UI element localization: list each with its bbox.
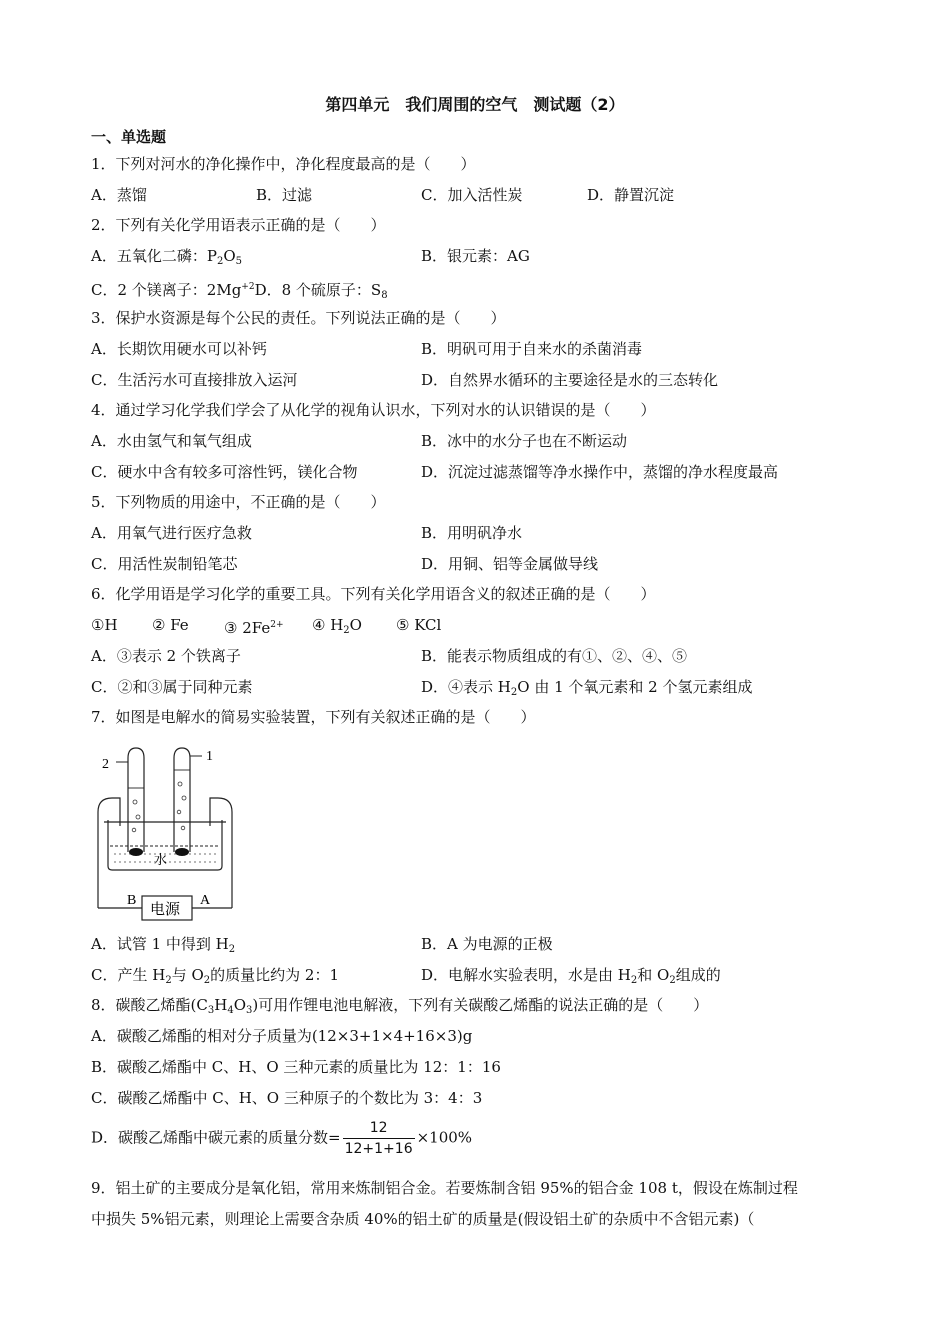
q6-item-3: ③ $2Fe^{2+}$ bbox=[224, 619, 284, 637]
q6-option-c: C．②和③属于同种元素 bbox=[91, 678, 253, 696]
q3-option-d: D．自然界水循环的主要途径是水的三态转化 bbox=[421, 371, 719, 389]
q5-option-b: B．用明矾净水 bbox=[421, 524, 523, 542]
terminal-a-label: A bbox=[200, 893, 211, 908]
q6-item-4: ④ $H_2O$ bbox=[312, 616, 362, 636]
q3-option-c: C．生活污水可直接排放入运河 bbox=[91, 371, 298, 389]
q6-item-1: ①H bbox=[91, 616, 118, 634]
q6-item-2: ② Fe bbox=[152, 616, 189, 634]
q4-option-c: C．硬水中含有较多可溶性钙，镁化合物 bbox=[91, 463, 358, 481]
q7-option-b: B．A 为电源的正极 bbox=[421, 935, 553, 953]
q4-option-a: A．水由氢气和氧气组成 bbox=[91, 432, 252, 450]
q6-item-5: ⑤ KCl bbox=[396, 616, 442, 634]
power-source-label: 电源 bbox=[150, 900, 181, 918]
question-3-stem: 3．保护水资源是每个公民的责任。下列说法正确的是（ ） bbox=[91, 309, 506, 327]
mass-fraction: $\frac{12}{12+1+16}$ bbox=[344, 1120, 413, 1157]
q1-option-c: C．加入活性炭 bbox=[421, 186, 523, 204]
q7-option-a: A．试管 1 中得到 $H_2$ bbox=[91, 935, 236, 955]
q6-option-d: D．④表示 $H_2O$ 由 1 个氧元素和 2 个氢元素组成 bbox=[421, 678, 753, 698]
q7-option-c: C．产生 $H_2$与 $O_2$的质量比约为 2：1 bbox=[91, 966, 340, 986]
q8-option-b: B．碳酸乙烯酯中 C、H、O 三种元素的质量比为 12：1：16 bbox=[91, 1058, 501, 1076]
q1-option-b: B．过滤 bbox=[256, 186, 313, 204]
q7-option-d: D．电解水实验表明，水是由 $H_2$和 $O_2$组成的 bbox=[421, 966, 721, 986]
tube-label-1: 1 bbox=[206, 749, 213, 764]
question-8-stem: 8．碳酸乙烯酯$(C_3H_4O_3)$可用作锂电池电解液，下列有关碳酸乙烯酯的说法正确的是（ ） bbox=[91, 996, 709, 1016]
q8-option-c: C．碳酸乙烯酯中 C、H、O 三种原子的个数比为 3：4：3 bbox=[91, 1089, 483, 1107]
q4-option-b: B．冰中的水分子也在不断运动 bbox=[421, 432, 628, 450]
q6-option-a: A．③表示 2 个铁离子 bbox=[91, 647, 241, 665]
water-label: 水 bbox=[154, 853, 168, 868]
q8-option-a: A．碳酸乙烯酯的相对分子质量为(12×3+1×4+16×3)g bbox=[91, 1027, 473, 1045]
terminal-b-label: B bbox=[127, 893, 137, 908]
q5-option-c: C．用活性炭制铅笔芯 bbox=[91, 555, 238, 573]
q3-option-a: A．长期饮用硬水可以补钙 bbox=[91, 340, 267, 358]
q4-option-d: D．沉淀过滤蒸馏等净水操作中，蒸馏的净水程度最高 bbox=[421, 463, 779, 481]
electrolysis-apparatus-diagram bbox=[90, 742, 240, 922]
question-5-stem: 5．下列物质的用途中，不正确的是（ ） bbox=[91, 493, 386, 511]
tube-label-2: 2 bbox=[102, 757, 109, 772]
question-1-stem: 1．下列对河水的净化操作中，净化程度最高的是（ ） bbox=[91, 155, 476, 173]
question-7-stem: 7．如图是电解水的简易实验装置，下列有关叙述正确的是（ ） bbox=[91, 708, 536, 726]
section-heading: 一、单选题 bbox=[91, 128, 167, 146]
question-4-stem: 4．通过学习化学我们学会了从化学的视角认识水，下列对水的认识错误的是（ ） bbox=[91, 401, 656, 419]
q1-option-d: D．静置沉淀 bbox=[587, 186, 675, 204]
q6-option-b: B．能表示物质组成的有①、②、④、⑤ bbox=[421, 647, 688, 665]
page-title: 第四单元 我们周围的空气 测试题（2） bbox=[325, 95, 625, 114]
q3-option-b: B．明矾可用于自来水的杀菌消毒 bbox=[421, 340, 643, 358]
question-9-line-2: 中损失 5%铝元素，则理论上需要含杂质 40%的铝土矿的质量是(假设铝土矿的杂质中不含铝元素)（ bbox=[91, 1210, 755, 1228]
q1-option-a: A．蒸馏 bbox=[91, 186, 147, 204]
question-2-stem: 2．下列有关化学用语表示正确的是（ ） bbox=[91, 216, 386, 234]
q2-option-c-d: C．2 个镁离子：$2Mg^{+2}D$．8 个硫原子：$S_8$ bbox=[91, 281, 388, 301]
q2-option-a: A．五氧化二磷：$P_2O_5$ bbox=[91, 247, 242, 267]
q2-option-b: B．银元素：AG bbox=[421, 247, 530, 265]
q8-option-d: D．碳酸乙烯酯中碳元素的质量分数= $\frac{12}{12+1+16}$ ×100% bbox=[91, 1120, 473, 1157]
question-6-stem: 6．化学用语是学习化学的重要工具。下列有关化学用语含义的叙述正确的是（ ） bbox=[91, 585, 656, 603]
q5-option-a: A．用氧气进行医疗急救 bbox=[91, 524, 252, 542]
question-9-line-1: 9．铝土矿的主要成分是氧化铝，常用来炼制铝合金。若要炼制含铝 95%的铝合金 108 t，假设在炼制过程 bbox=[91, 1179, 798, 1197]
q5-option-d: D．用铜、铝等金属做导线 bbox=[421, 555, 599, 573]
